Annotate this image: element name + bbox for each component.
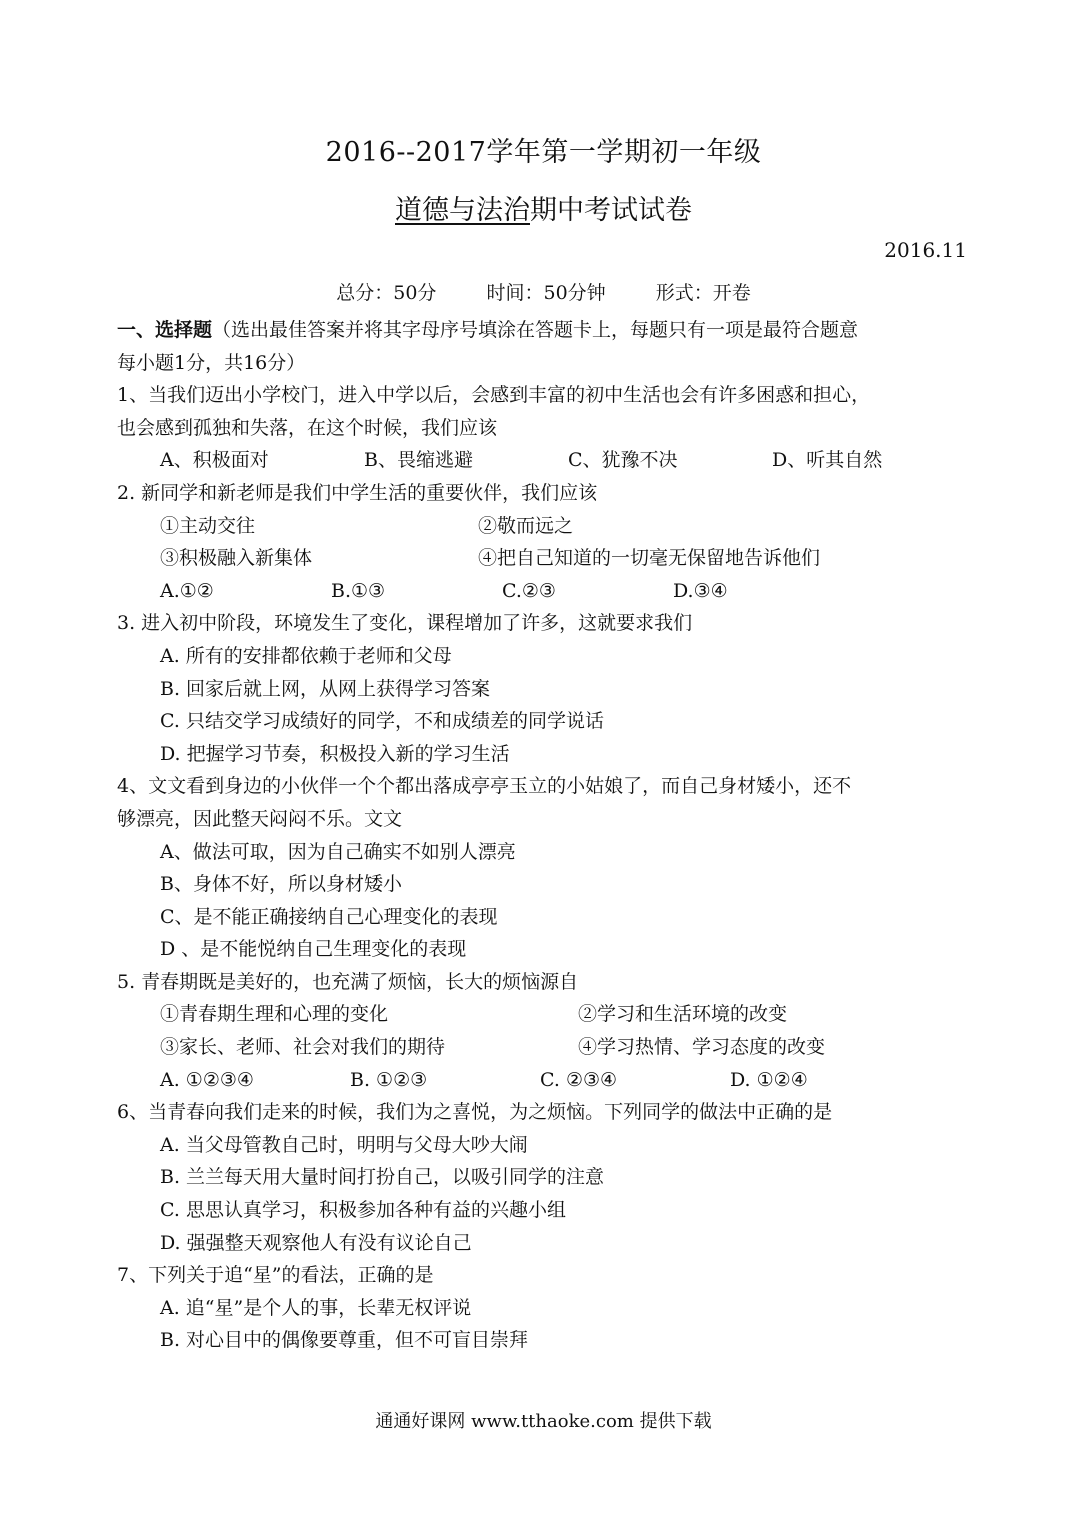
- option: C. 只结交学习成绩好的同学，不和成绩差的同学说话: [160, 710, 604, 733]
- statement: ④把自己知道的一切毫无保留地告诉他们: [478, 547, 821, 570]
- question-5-items-row2: [160, 1031, 977, 1064]
- option: A. 追“星”是个人的事，长辈无权评说: [160, 1296, 472, 1319]
- exam-meta: [0, 278, 1087, 305]
- option: B. 对心目中的偶像要尊重，但不可盲目崇拜: [160, 1329, 529, 1352]
- option: B. 回家后就上网，从网上获得学习答案: [160, 677, 491, 700]
- exam-content: [117, 314, 977, 1357]
- section-instruction: （选出最佳答案并将其字母序号填涂在答题卡上，每题只有一项是最符合题意: [212, 319, 859, 341]
- exam-title-line1: 2016--2017学年第一学期初一年级: [325, 137, 762, 168]
- option: A. 当父母管教自己时，明明与父母大吵大闹: [160, 1133, 528, 1156]
- statement: ①主动交往: [160, 514, 256, 537]
- question-5-stem: 5. 青春期既是美好的，也充满了烦恼，长大的烦恼源自: [117, 970, 579, 993]
- option: D.③④: [673, 579, 728, 602]
- option: C. ②③④: [540, 1068, 618, 1091]
- option: A、做法可取，因为自己确实不如别人漂亮: [160, 840, 516, 863]
- section-instruction-cont: 每小题1分，共16分）: [117, 351, 306, 374]
- statement: ①青春期生理和心理的变化: [160, 1003, 389, 1026]
- question-1-stem-cont: 也会感到孤独和失落，在这个时候，我们应该: [117, 416, 498, 439]
- section-heading: [117, 314, 977, 347]
- option: D. 把握学习节奏，积极投入新的学习生活: [160, 742, 510, 765]
- option: D、听其自然: [772, 449, 883, 472]
- exam-title-line2: [0, 188, 1087, 227]
- option: B.①③: [331, 579, 386, 602]
- statement: ②敬而远之: [478, 514, 574, 537]
- option: C.②③: [502, 579, 556, 602]
- statement: ③积极融入新集体: [160, 547, 313, 570]
- question-2-items-row2: [160, 542, 977, 575]
- exam-time: 时间：50分钟: [486, 282, 606, 304]
- statement: ③家长、老师、社会对我们的期待: [160, 1036, 446, 1059]
- question-4-stem-cont: 够漂亮，因此整天闷闷不乐。文文: [117, 807, 403, 830]
- option: D. 强强整天观察他人有没有议论自己: [160, 1231, 472, 1254]
- option: A、积极面对: [160, 449, 269, 472]
- question-5-options: [160, 1064, 977, 1097]
- question-3-stem: 3. 进入初中阶段，环境发生了变化，课程增加了许多，这就要求我们: [117, 612, 693, 635]
- exam-date: 2016.11: [884, 238, 967, 262]
- exam-type: 期中考试试卷: [530, 195, 692, 226]
- statement: ②学习和生活环境的改变: [578, 1003, 788, 1026]
- question-2-options: [160, 575, 977, 608]
- option: D. ①②④: [730, 1068, 808, 1091]
- option: B、畏缩逃避: [364, 449, 473, 472]
- option: B. 兰兰每天用大量时间打扮自己，以吸引同学的注意: [160, 1166, 605, 1189]
- section-name: 一、选择题: [117, 319, 213, 341]
- option: B. ①②③: [350, 1068, 428, 1091]
- option: C. 思思认真学习，积极参加各种有益的兴趣小组: [160, 1199, 566, 1222]
- option: A. 所有的安排都依赖于老师和父母: [160, 644, 452, 667]
- option: C、犹豫不决: [568, 449, 678, 472]
- statement: ④学习热情、学习态度的改变: [578, 1036, 826, 1059]
- question-2-items-row1: [160, 510, 977, 543]
- total-score: 总分：50分: [336, 282, 437, 304]
- option: B、身体不好，所以身材矮小: [160, 873, 402, 896]
- option: D 、是不能悦纳自己生理变化的表现: [160, 938, 467, 961]
- question-6-stem: 6、当青春向我们走来的时候，我们为之喜悦，为之烦恼。下列同学的做法中正确的是: [117, 1101, 833, 1124]
- page-footer: 通通好课网 www.tthaoke.com 提供下载: [375, 1411, 712, 1432]
- question-1-options: [160, 444, 977, 477]
- question-2-stem: 2. 新同学和新老师是我们中学生活的重要伙伴，我们应该: [117, 481, 598, 504]
- question-7-stem: 7、下列关于追“星”的看法，正确的是: [117, 1264, 434, 1287]
- question-5-items-row1: [160, 998, 977, 1031]
- subject-name: 道德与法治: [395, 195, 530, 226]
- option: A.①②: [160, 579, 214, 602]
- option: C、是不能正确接纳自己心理变化的表现: [160, 905, 498, 928]
- question-4-stem: 4、文文看到身边的小伙伴一个个都出落成亭亭玉立的小姑娘了，而自己身材矮小，还不: [117, 775, 852, 798]
- question-1-stem: 1、当我们迈出小学校门，进入中学以后，会感到丰富的初中生活也会有许多困惑和担心，: [117, 384, 871, 407]
- option: A. ①②③④: [160, 1068, 254, 1091]
- exam-format: 形式：开卷: [655, 282, 751, 304]
